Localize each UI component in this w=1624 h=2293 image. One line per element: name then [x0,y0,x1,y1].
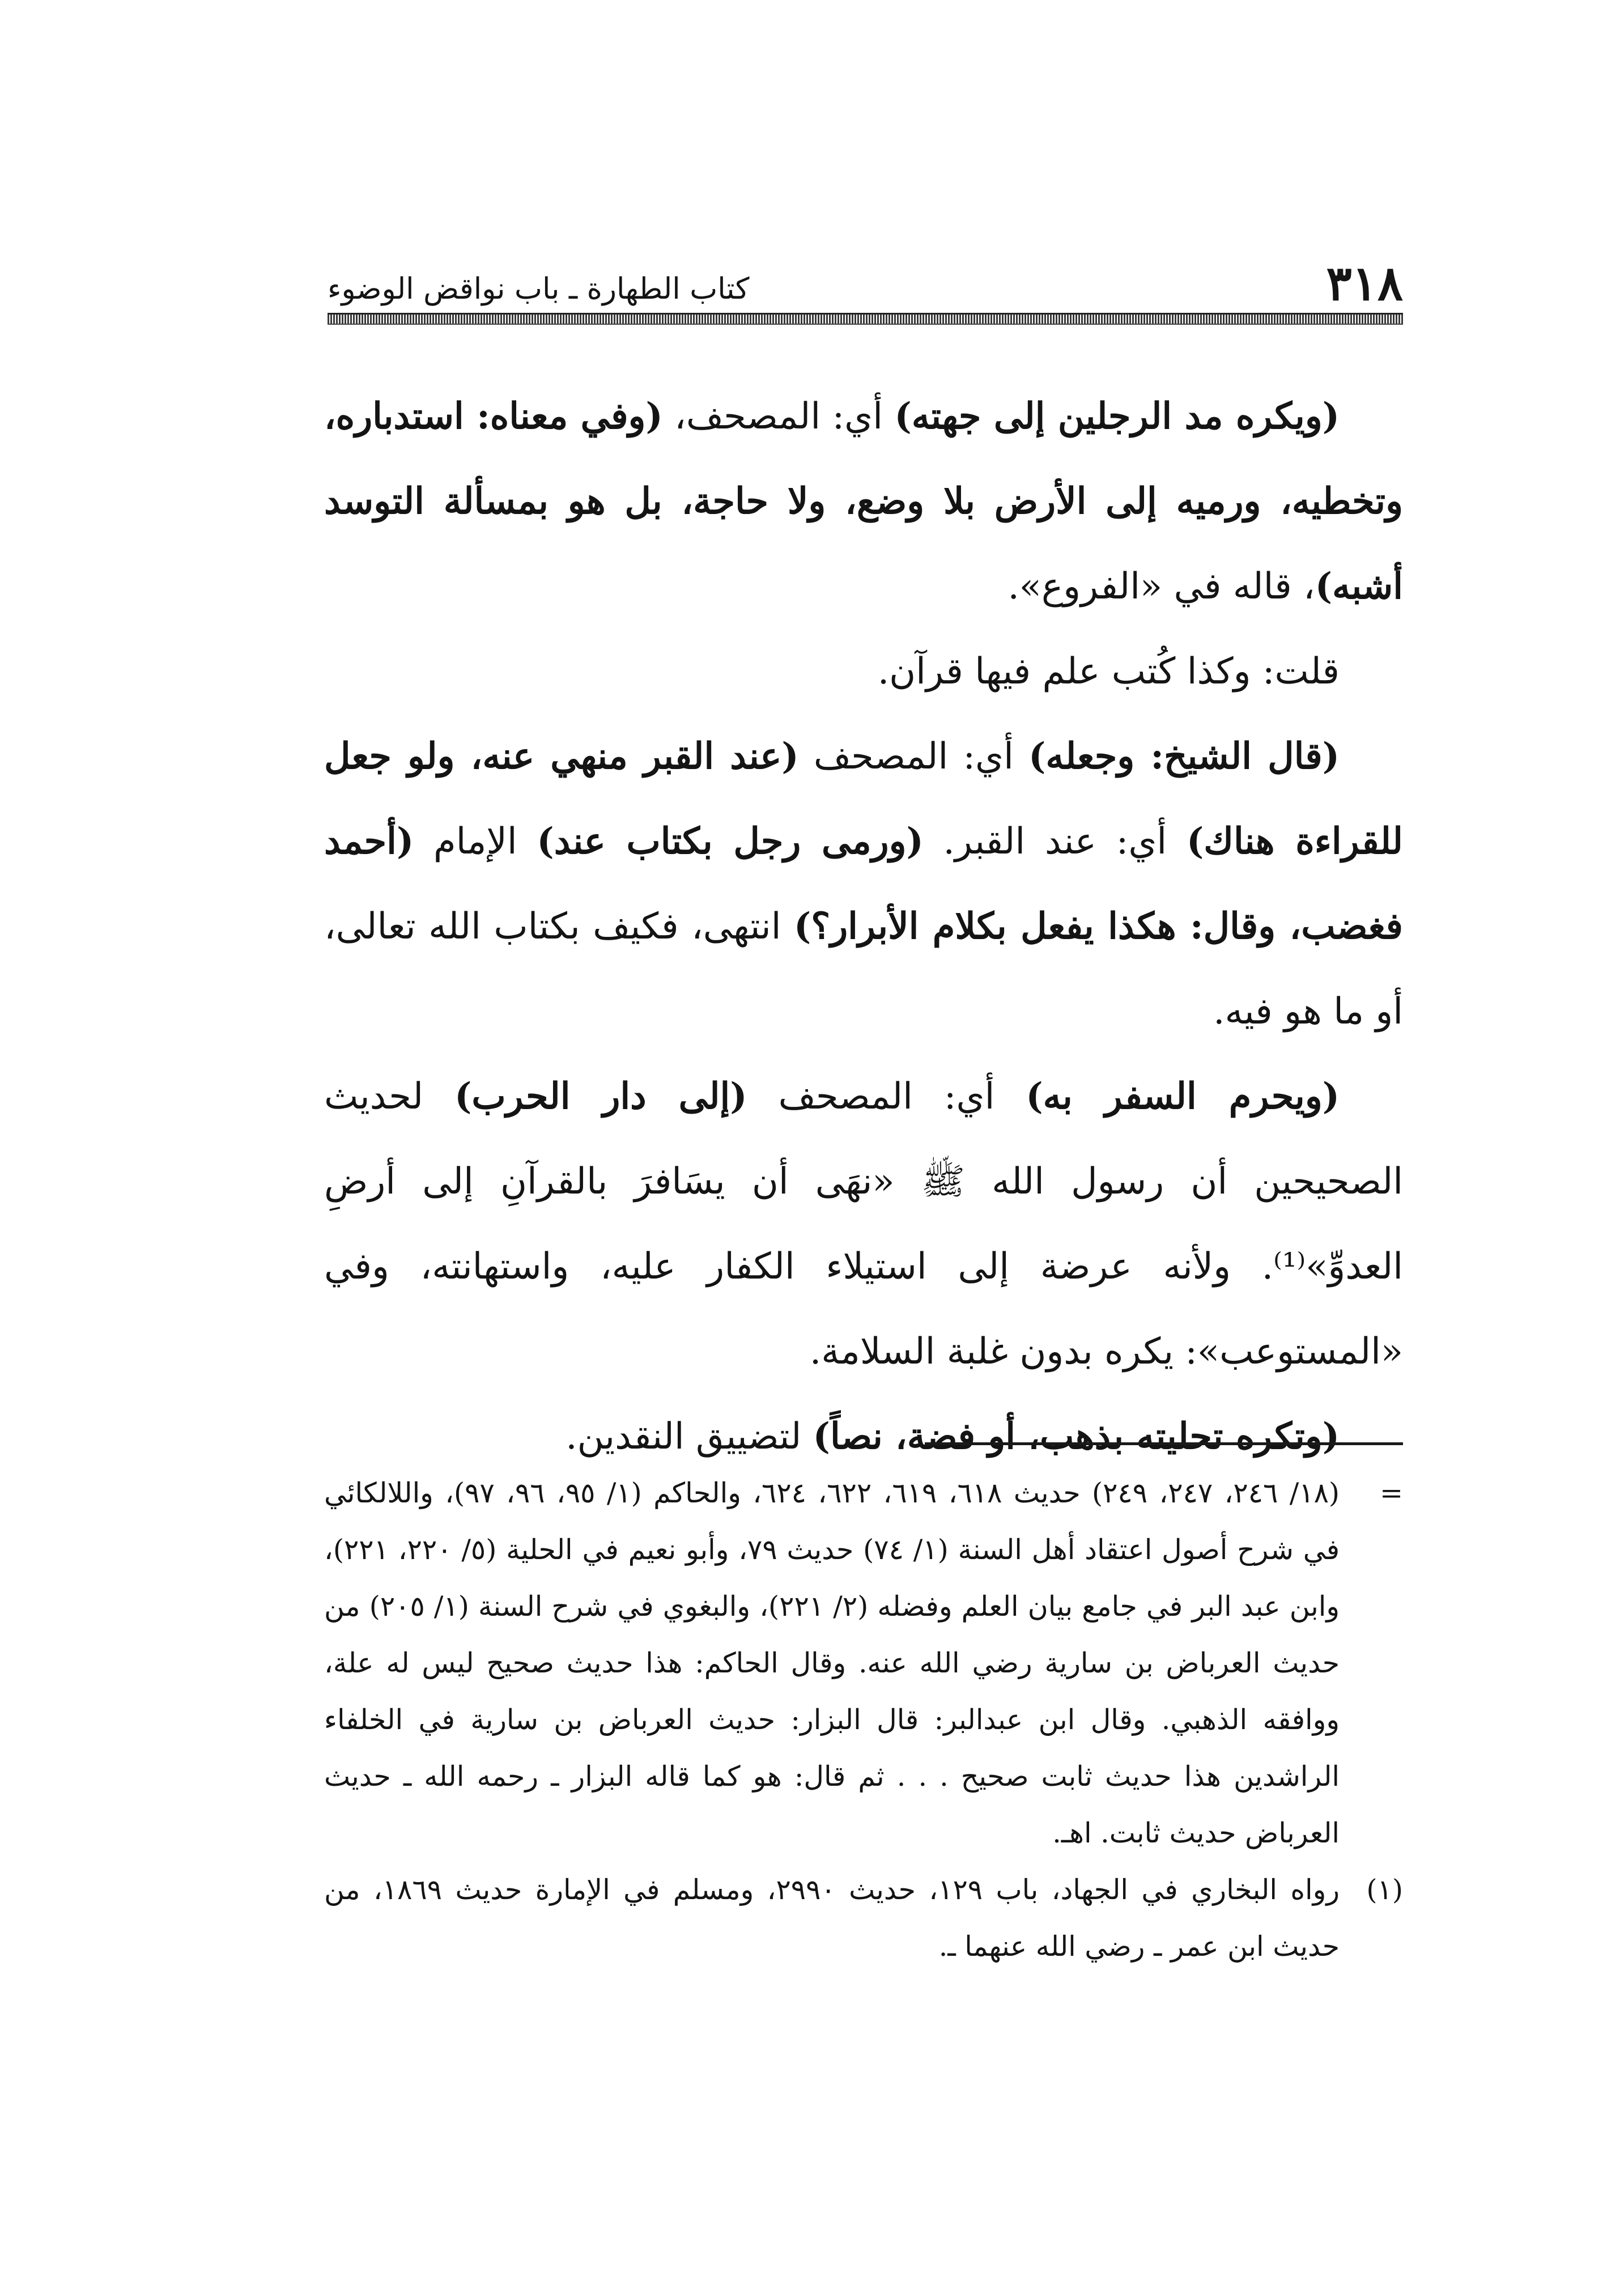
footnote-separator [925,1442,1403,1445]
matn-text: (أحمد فغضب، وقال: هكذا يفعل بكلام الأبرار؟) [324,820,1404,948]
paragraph [324,714,1403,1054]
chapter-title: كتاب الطهارة ـ باب نواقض الوضوء [328,272,750,306]
footnote [324,1862,1403,1975]
matn-text: (قال الشيخ: وجعله) [1028,735,1340,778]
commentary-text: ، قاله في «الفروع». [1007,566,1315,608]
commentary-text: أي: عند القبر. [923,821,1187,863]
matn-text: (ويحرم السفر به) [1026,1075,1340,1118]
commentary-text: لحديث الصحيحين أن رسول الله ﷺ «نهَى أن يسَافرَ بالقرآنِ إلى أرضِ العدوِّ»⁽¹⁾. ولأنه عرضة إلى استيلاء الكفار عليه، واستهانته، وفي «المستوعب»: يكره بدون غلبة السلامة. [324,1076,1403,1373]
matn-text: (ورمى رجل بكتاب عند) [537,820,924,863]
header-rule [328,313,1403,325]
commentary-text: أي: المصحف [747,1076,1026,1118]
footnote [324,1465,1403,1862]
paragraph [324,374,1403,629]
footnote-marker: = [1379,1477,1403,1509]
paragraph [324,629,1403,714]
footnotes [324,1465,1403,1975]
matn-text: (ويكره مد الرجلين إلى جهته) [894,395,1340,438]
footnote-marker: (١) [1366,1874,1403,1906]
matn-text: (وتكره تحليته بذهب، أو فضة، نصاً) [813,1415,1340,1458]
footnote-text: رواه البخاري في الجهاد، باب ١٢٩، حديث ٢٩٩٠، ومسلم في الإمارة حديث ١٨٦٩، من حديث ابن عمر ـ رضي الله عنهما ـ. [324,1874,1340,1963]
commentary-text: أي: المصحف، [662,396,895,438]
page-number: ٣١٨ [1326,255,1403,311]
commentary-text: قلت: وكذا كُتب علم فيها قرآن. [877,651,1340,693]
paragraph [324,1054,1403,1394]
matn-text: (عند القبر منهي عنه، ولو جعل للقراءة هناك) [324,735,1404,863]
matn-text: (وفي معناه: استدباره، وتخطيه، ورميه إلى الأرض بلا وضع، ولا حاجة، بل هو بمسألة التوسد أشبه) [324,395,1404,608]
commentary-text: انتهى، فكيف بكتاب الله تعالى، أو ما هو فيه. [324,906,1403,1033]
commentary-text: لتضييق النقدين. [566,1416,813,1458]
commentary-text: الإمام [414,821,537,863]
running-header [328,249,1403,312]
main-text [324,374,1403,1479]
matn-text: (إلى دار الحرب) [454,1075,747,1118]
footnote-text: (١٨/ ٢٤٦، ٢٤٧، ٢٤٩) حديث ٦١٨، ٦١٩، ٦٢٢، ٦٢٤، والحاكم (١/ ٩٥، ٩٦، ٩٧)، واللالكائي في شرح أصول اعتقاد أهل السنة (١/ ٧٤) حديث ٧٩، وأبو نعيم في الحلية (٥/ ٢٢٠، ٢٢١)، وابن عبد البر في جامع بيان العلم وفضله (٢/ ٢٢١)، والبغوي في شرح السنة (١/ ٢٠٥) من حديث العرباض بن سارية رضي الله عنه. وقال الحاكم: هذا حديث صحيح ليس له علة، ووافقه الذهبي. وقال ابن عبدالبر: قال البزار: حديث العرباض بن سارية في الخلفاء الراشدين هذا حديث ثابت صحيح . . . ثم قال: هو كما قاله البزار ـ رحمه الله ـ حديث العرباض حديث ثابت. اهـ. [324,1477,1340,1849]
commentary-text: أي: المصحف [798,736,1029,778]
